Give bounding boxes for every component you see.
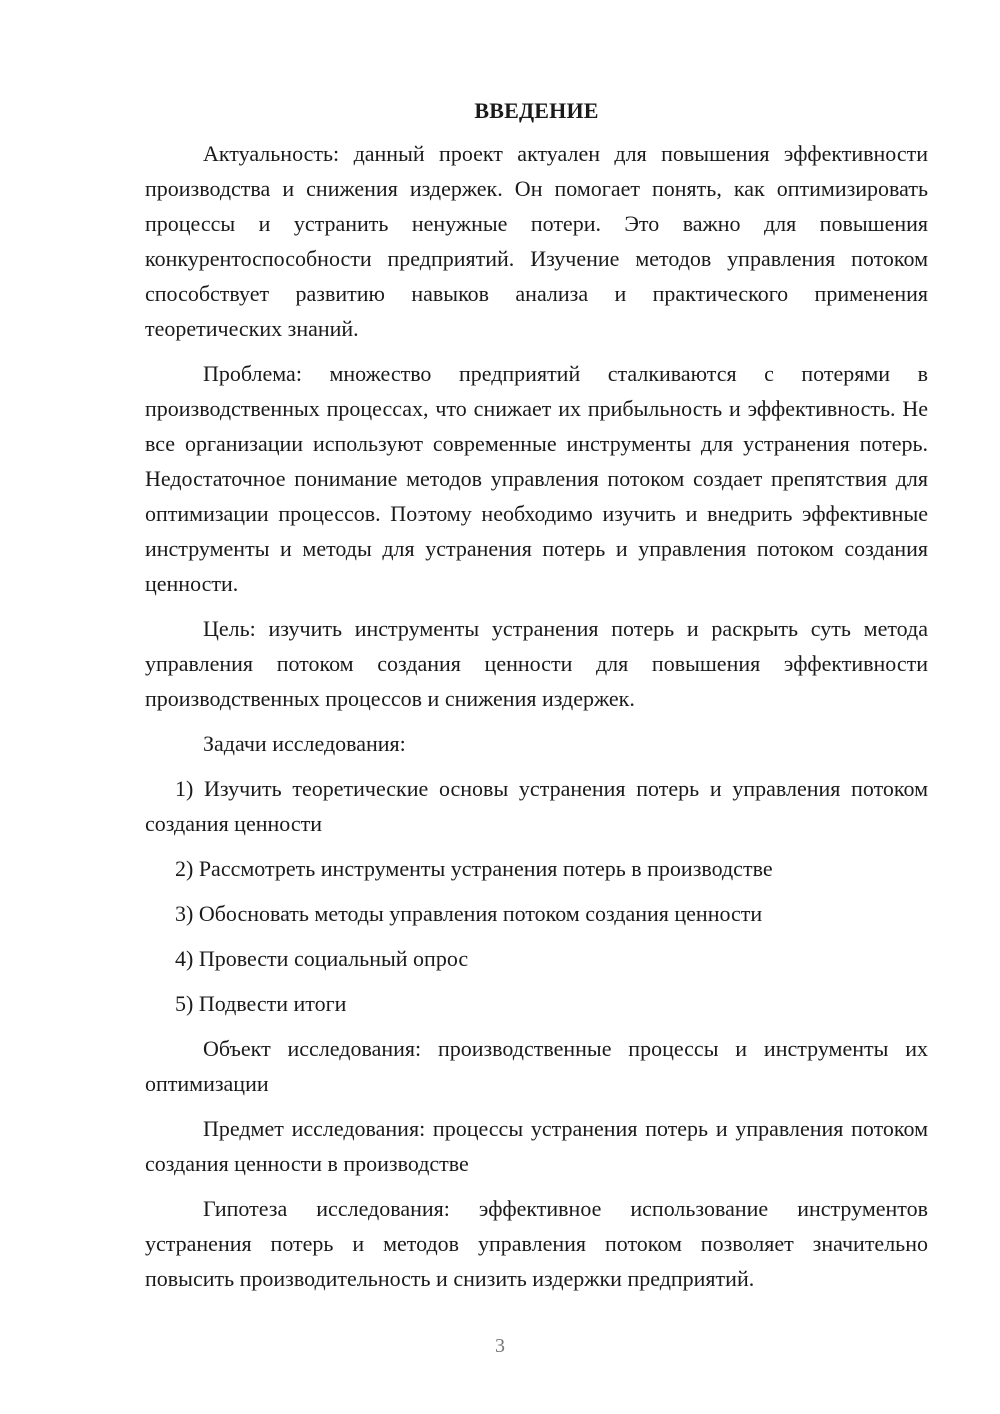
goal-paragraph: Цель: изучить инструменты устранения потерь и раскрыть суть метода управления потоком создания ценности для повышения эффективности производственных процессов и снижения издержек. bbox=[145, 616, 928, 711]
task-item-4: 4) Провести социальный опрос bbox=[175, 946, 469, 971]
page-number: 3 bbox=[495, 1335, 505, 1357]
task-item-3: 3) Обосновать методы управления потоком создания ценности bbox=[175, 901, 763, 926]
page-content bbox=[145, 96, 928, 1306]
task-item-1: 1) Изучить теоретические основы устранения потерь и управления потоком создания ценности bbox=[145, 776, 928, 836]
hypothesis-paragraph: Гипотеза исследования: эффективное использование инструментов устранения потерь и методов управления потоком позволяет значительно повысить производительность и снизить издержки предприятий. bbox=[145, 1196, 928, 1291]
subject-paragraph: Предмет исследования: процессы устранения потерь и управления потоком создания ценности в производстве bbox=[145, 1116, 928, 1176]
object-paragraph: Объект исследования: производственные процессы и инструменты их оптимизации bbox=[145, 1036, 928, 1096]
relevance-paragraph: Актуальность: данный проект актуален для повышения эффективности производства и снижения издержек. Он помогает понять, как оптимизировать процессы и устранить ненужные потери. Это важно для повышения конкурентоспособности предприятий. Изучение методов управления потоком способствует развитию навыков анализа и практического применения теоретических знаний. bbox=[145, 141, 928, 341]
task-item-2: 2) Рассмотреть инструменты устранения потерь в производстве bbox=[175, 856, 773, 881]
task-item-5: 5) Подвести итоги bbox=[175, 991, 347, 1016]
tasks-heading: Задачи исследования: bbox=[203, 731, 406, 756]
section-title: ВВЕДЕНИЕ bbox=[474, 98, 599, 123]
problem-paragraph: Проблема: множество предприятий сталкиваются с потерями в производственных процессах, что снижает их прибыльность и эффективность. Не все организации используют современные инструменты для устранения потерь. Недостаточное понимание методов управления потоком создает препятствия для оптимизации процессов. Поэтому необходимо изучить и внедрить эффективные инструменты и методы для устранения потерь и управления потоком создания ценности. bbox=[145, 361, 928, 596]
